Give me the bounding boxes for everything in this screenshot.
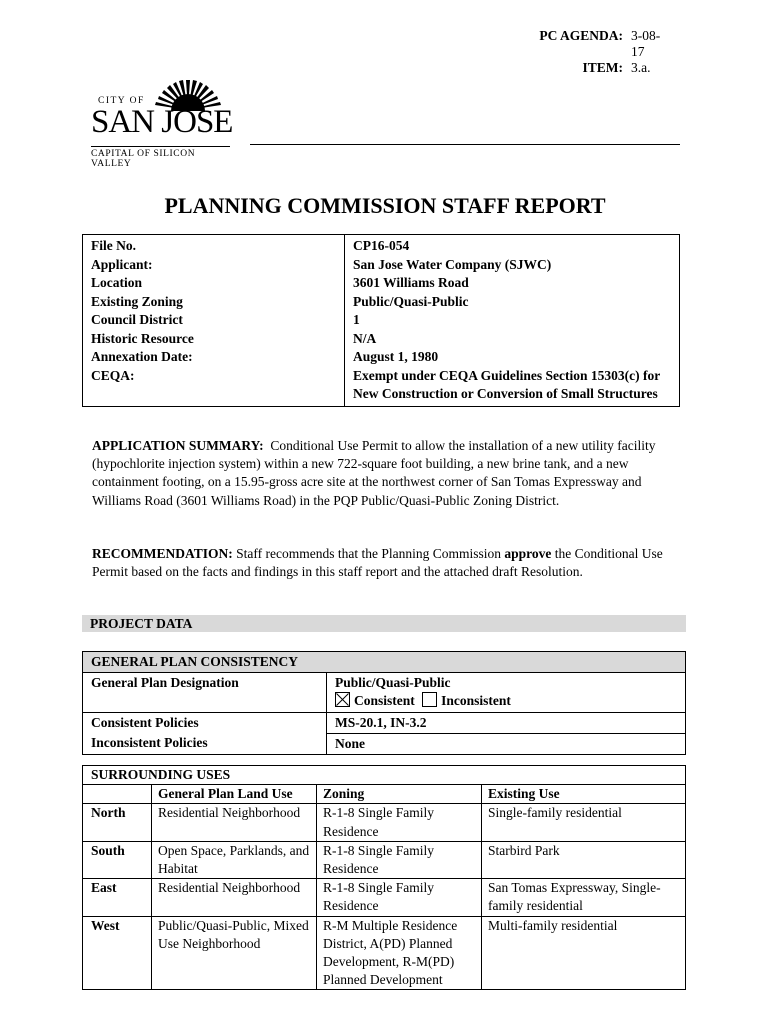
direction-north: North xyxy=(83,804,152,841)
inconsistent-checkbox[interactable] xyxy=(422,692,437,707)
consistency-checkboxes xyxy=(335,692,677,710)
general-plan-heading: GENERAL PLAN CONSISTENCY xyxy=(83,652,686,673)
item-label: ITEM: xyxy=(582,60,623,75)
item-value: 3.a. xyxy=(631,60,651,75)
recommendation-text-after: the Conditional Use Permit based on the facts and findings in this staff report and the attached draft Resolution. xyxy=(92,546,663,580)
logo-city-of: CITY OF xyxy=(98,96,145,106)
zoning: R-M Multiple Residence District, A(PD) Planned Development, R-M(PD) Planned Development xyxy=(317,916,482,990)
direction-east: East xyxy=(83,879,152,916)
info-keys xyxy=(83,235,345,407)
designation-value: Public/Quasi-Public xyxy=(335,675,451,691)
info-key: File No. xyxy=(91,238,136,253)
general-plan-table xyxy=(82,651,686,755)
info-value: August 1, 1980 xyxy=(353,349,439,364)
empty-header-cell xyxy=(83,785,152,804)
gp-land-use: Residential Neighborhood xyxy=(152,879,317,916)
gp-land-use: Open Space, Parklands, and Habitat xyxy=(152,841,317,878)
file-info-table xyxy=(82,234,680,407)
info-key: Applicant: xyxy=(91,256,153,272)
inconsistent-policies-label: Inconsistent Policies xyxy=(83,733,327,754)
consistent-checkbox[interactable] xyxy=(335,692,350,707)
item-row xyxy=(539,60,667,76)
table-row xyxy=(83,652,686,673)
info-value: 3601 Williams Road xyxy=(353,275,469,290)
report-title: PLANNING COMMISSION STAFF REPORT xyxy=(164,193,606,218)
logo-tagline: CAPITAL OF SILICON VALLEY xyxy=(91,146,230,169)
consistent-policies-value: MS-20.1, IN-3.2 xyxy=(327,712,686,733)
consistent-policies-cell xyxy=(83,712,327,733)
recommendation-text-before: Staff recommends that the Planning Commission xyxy=(236,546,501,561)
inconsistent-label: Inconsistent xyxy=(441,693,511,709)
application-summary xyxy=(92,437,682,510)
info-value: San Jose Water Company (SJWC) xyxy=(353,256,552,272)
recommendation xyxy=(92,545,682,581)
info-key: Existing Zoning xyxy=(91,293,183,309)
info-key: Location xyxy=(91,275,143,290)
project-data-heading: PROJECT DATA xyxy=(82,615,686,632)
gp-land-use: Public/Quasi-Public, Mixed Use Neighborhood xyxy=(152,916,317,990)
info-value: CP16-054 xyxy=(353,238,410,253)
info-value: Public/Quasi-Public xyxy=(353,293,469,309)
table-row xyxy=(83,235,680,407)
zoning: R-1-8 Single Family Residence xyxy=(317,841,482,878)
table-row xyxy=(83,766,686,785)
gp-land-use: Residential Neighborhood xyxy=(152,804,317,841)
existing-use: San Tomas Expressway, Single-family residential xyxy=(482,879,686,916)
agenda-date: 3-08-17 xyxy=(631,28,661,59)
agenda-row xyxy=(539,28,667,60)
zoning: R-1-8 Single Family Residence xyxy=(317,879,482,916)
column-header: Existing Use xyxy=(482,785,686,804)
surrounding-uses-table xyxy=(82,765,686,990)
summary-text: Conditional Use Permit to allow the installation of a new utility facility (hypochlorite injection system) within a new 722-square foot building, a new brine tank, and a new containment footing, on a 15.95-gross acre site at the northwest corner of San Tomas Expressway and Williams Road (3601 Williams Road) in the PQP Public/Quasi-Public Zoning District. xyxy=(92,438,656,508)
consistent-policies-label: Consistent Policies xyxy=(91,714,199,730)
designation-label: General Plan Designation xyxy=(83,673,327,712)
info-key: Council District xyxy=(91,312,183,327)
table-row xyxy=(83,879,686,916)
info-key: Historic Resource xyxy=(91,330,194,346)
zoning: R-1-8 Single Family Residence xyxy=(317,804,482,841)
summary-label: APPLICATION SUMMARY: xyxy=(92,438,264,453)
city-logo xyxy=(88,78,240,169)
table-row xyxy=(83,841,686,878)
existing-use: Starbird Park xyxy=(482,841,686,878)
column-header: General Plan Land Use xyxy=(152,785,317,804)
info-value: Exempt under CEQA Guidelines Section 15303(c) for New Construction or Conversion of Small Structures xyxy=(353,367,661,401)
direction-west: West xyxy=(83,916,152,990)
existing-use: Single-family residential xyxy=(482,804,686,841)
info-value: N/A xyxy=(353,330,377,346)
agenda-label: PC AGENDA: xyxy=(539,28,623,43)
existing-use: Multi-family residential xyxy=(482,916,686,990)
designation-cell xyxy=(327,673,686,712)
table-row xyxy=(83,712,686,733)
header-rule xyxy=(250,144,680,145)
table-row xyxy=(83,673,686,712)
table-row xyxy=(83,804,686,841)
table-row xyxy=(83,785,686,804)
surrounding-heading: SURROUNDING USES xyxy=(83,766,686,785)
info-value: 1 xyxy=(353,312,360,327)
logo-name: SAN JOSE xyxy=(91,104,233,140)
consistent-label: Consistent xyxy=(354,693,415,709)
info-key: Annexation Date: xyxy=(91,349,193,364)
table-row xyxy=(83,733,686,754)
agenda-header xyxy=(539,28,667,76)
inconsistent-policies-value: None xyxy=(327,733,686,754)
table-row xyxy=(83,916,686,990)
info-key: CEQA: xyxy=(91,367,135,383)
direction-south: South xyxy=(83,841,152,878)
recommendation-emphasis: approve xyxy=(504,546,552,561)
recommendation-label: RECOMMENDATION: xyxy=(92,546,233,561)
info-values xyxy=(345,235,680,407)
column-header: Zoning xyxy=(317,785,482,804)
